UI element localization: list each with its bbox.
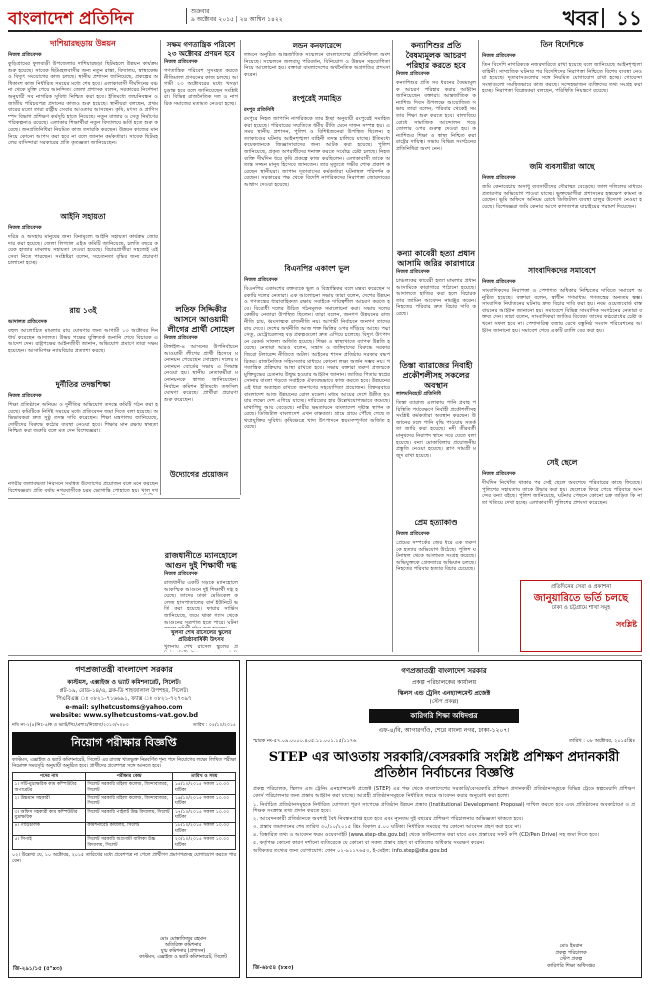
article-16 [396, 518, 476, 652]
ad-office: কাস্টমস, এক্সাইজ ও ভ্যাট কমিশনারেট, সিলেট। [67, 679, 181, 686]
table-cell: ১৬/১০/২০১৫ সকাল ১০.০০ ঘটিকা [173, 794, 236, 808]
column-rule [160, 40, 161, 495]
section-rule [8, 498, 240, 499]
ad-banner: নিয়োগ পরীক্ষার বিজ্ঞপ্তি [12, 732, 236, 755]
body-text: রংপুরে নিহত জাপানি নাগরিককে তার ইচ্ছা অনুযায়ী রংপুরেই সমাহিত করা হয়েছে। পরিবারের সম্মতিতে ধর্মীয় রীতি মেনে দাফন সম্পন্ন হয়। এ সময় স্থানীয় প্রশাসন, পুলিশ ও বিশিষ্টজনেরা উপস্থিত ছিলেন। হত্যাকাণ্ডের ঘটনায় আইনশৃঙ্খলা বাহিনী তদন্ত চালিয়ে যাচ্ছে। ইতিমধ্যে কয়েকজনকে জিজ্ঞাসাবাদের জন্য আটক করা হয়েছে। পুলিশ জানিয়েছে, প্রকৃত অপরাধীদের শনাক্ত করতে সর্বোচ্চ চেষ্টা চলছে। নিহত ব্যক্তি দীর্ঘদিন ধরে কৃষি প্রকল্পে কাজ করছিলেন। এলাকাবাসী তাকে অত্যন্ত সজ্জন মানুষ হিসেবে জানতেন। তার মৃত্যুতে গভীর শোক প্রকাশ করেছেন স্থানীয়রা। জাপান দূতাবাসের কর্মকর্তারা ঘটনাস্থল পরিদর্শন করেছেন। সরকারের পক্ষ থেকে বিদেশি নাগরিকদের নিরাপত্তা জোরদারের আশ্বাস দেওয়া হয়েছে। [244, 116, 390, 188]
promo-ad [520, 580, 642, 652]
table-cell: ২। উচ্চমান সহকারী [13, 794, 86, 808]
column-rule [478, 40, 479, 652]
date-text: ৯ অক্টোবর ২০১৫ | ২৪ আশ্বিন ১৪২২ [191, 16, 283, 23]
article-17 [482, 40, 642, 160]
newspaper-logo: বাংলাদেশ প্রতিদিন [8, 9, 134, 29]
ad-code: জি-২৯১/১৫ (৫"x৩) [13, 966, 63, 972]
headline: রায় ১৩ই [69, 306, 97, 315]
signer-name: মোঃ মোস্তাফিজুর রহমান [159, 937, 207, 942]
body-text: তিস্তা ব্যারাজ এলাকায় পানি প্রবাহ পরিস্থিতি পর্যবেক্ষণে নির্বাহী প্রকৌশলীসহ সংশ্লিষ্ট কর্মকর্তারা অবস্থান করছেন। উজানের ঢলে পানি বৃদ্ধি পাওয়ায় সতর্কতা জারি করা হয়েছে। নদী তীরবর্তী মানুষদের নিরাপদ স্থানে সরে যেতে বলা হয়েছে। বন্যা মোকাবিলায় প্রয়োজনীয় প্রস্তুতি নেওয়া হয়েছে। ত্রাণ সামগ্রী মজুদ রাখা হয়েছে। [396, 400, 476, 459]
table-row [13, 836, 236, 850]
ad-project-line: (স্টেপ প্রকল্প) [429, 699, 459, 705]
byline: নিজস্ব প্রতিবেদক [482, 53, 516, 59]
headline: কন্যাশিশুর প্রতি বৈষম্যমূলক আচরণ পরিহার করতে হবে [405, 40, 467, 70]
article-2 [8, 212, 158, 304]
headline: কন্যা কাবেরী হত্যা প্রধান আসামি জরির কারাগারে [396, 248, 476, 268]
article-7 [164, 304, 238, 434]
body-text: কন্যাশিশুর প্রতি সব ধরনের বৈষম্যমূলক আচরণ পরিহার করার আহ্বান জানিয়েছেন বক্তারা। আন্তর্জাতিক কন্যাশিশু দিবস উপলক্ষে আয়োজিত সভায় তারা বলেন, পরিবার থেকেই সমতার শিক্ষা শুরু করতে হবে। বাল্যবিয়ে রোধে সামাজিক আন্দোলন গড়ে তোলার ওপর গুরুত্ব দেওয়া হয়। কন্যাশিশুর শিক্ষা ও স্বাস্থ্য নিশ্চিত করা রাষ্ট্রের দায়িত্ব। সভায় বিভিন্ন সংগঠনের প্রতিনিধিরা অংশ নেন। [396, 80, 476, 152]
ad-point: ৩. প্রস্তাব জমাদানের শেষ তারিখ ৩০/১০/২০১৫ খ্রিঃ বিকাল ৫.০০ ঘটিকা। নির্ধারিত সময়ের পর কোনো আবেদন গ্রহণ করা হবে না। [253, 823, 521, 830]
ad-address: প্লট-১৯, রোড-১৪/এ, ব্লক-ডি শাহজালাল উপশহর, সিলেট। [59, 688, 189, 694]
ad-ref-date: তারিখ : ০৮ অক্টোবর, ২০১৫খ্রিঃ [569, 738, 635, 744]
article-15 [396, 360, 476, 515]
body-text: বহুল আলোচিত মামলার রায় ঘোষণার জন্য আগামী ১৩ অক্টোবর দিন ধার্য করেছেন আদালত। উভয় পক্ষের যুক্তিতর্ক শুনানি শেষে বিচারক এ আদেশ দেন। রাষ্ট্রপক্ষের আইনজীবী জানান, অভিযোগ প্রমাণে তারা সক্ষম হয়েছেন। আসামিপক্ষ ন্যায়বিচার প্রত্যাশা করছে। [8, 328, 158, 354]
ad-gov-line: গণপ্রজাতন্ত্রী বাংলাদেশ সরকার [75, 665, 173, 674]
exam-schedule-table [12, 772, 236, 850]
ad-point: ১. নির্বাচিত প্রতিষ্ঠানসমূহকে নির্ধারিত যোগ্যতা পূরণ সাপেক্ষে প্রতিষ্ঠান উন্নয়ন প্রস্তাব (Institutional Development Proposal) দাখিল করতে হবে এবং প্রতিষ্ঠানের অবকাঠামো ও প্রশিক্ষক সংক্রান্ত তথ্য প্রদান করতে হবে। [253, 801, 635, 815]
column-rule [392, 40, 393, 652]
article-20 [482, 458, 642, 576]
article-3 [8, 306, 158, 378]
signer-project: স্টেপ প্রকল্প [559, 956, 583, 962]
ad-phone: পিএবিএক্স ঃ ০৮২১-৭১৬৬৯১, ফ্যাক্স ঃ ০৮২১-৭২৭৩৯৭ [56, 696, 192, 702]
ad-ref-date: তারিখ : ০৫/১০/২০১৫ [192, 723, 236, 728]
byline: লালমনিরহাট প্রতিনিধি [396, 391, 441, 397]
ad-headline: STEP এর আওতায় সরকারি/বেসরকারি সংশ্লিষ্ট প্রশিক্ষণ প্রদানকারী প্রতিষ্ঠান নির্বাচনের বিজ্ঞপ্তি [268, 750, 620, 781]
table-header: পরীক্ষার কেন্দ্র [85, 773, 173, 781]
headline: লন্ডন কনফারেন্সে [292, 41, 342, 50]
table-cell: ১৫/১০/২০১৫ সকাল ১০.০০ ঘটিকা [173, 781, 236, 795]
day-name: শুক্রবার [191, 8, 210, 15]
article-8 [164, 550, 238, 628]
byline: রংপুর প্রতিনিধি [244, 107, 275, 113]
ad-email: e-mail: sylhetcustoms@yahoo.com [65, 704, 183, 711]
ad-point: ২. আবেদনকারী প্রতিষ্ঠানকে অবশ্যই বৈধ নিবন্ধনপ্রাপ্ত হতে হবে এবং ন্যূনতম দুই বছরের প্রশিক্ষণ পরিচালনার অভিজ্ঞতা থাকতে হবে। [253, 816, 524, 823]
table-cell: ৫। সিপাই [13, 836, 86, 850]
table-cell: সিলেট সরকারি মহিলা কলেজ, জিন্দাবাজার, সিলেট [85, 794, 173, 808]
table-cell: সিলেট সরকারি মহিলা কলেজ, জিন্দাবাজার, সিলেট [85, 781, 173, 795]
ad-project-line: প্রকল্প পরিচালকের কার্যালয় [411, 679, 477, 686]
customs-recruitment-ad [8, 660, 240, 978]
promo-brand: সংশ্লিষ্ট [615, 620, 637, 629]
byline: নিজস্ব প্রতিবেদক [396, 531, 430, 537]
headline: জমি ব্যবসায়ীরা আছে [529, 162, 595, 171]
ad-ref: স্মারক নং-৫৭.০৯.০০০০.৪০৫.১১.০০১.১৫/১১৭৬ [253, 738, 357, 744]
body-text: কুড়িগ্রামের ফুলবাড়ী উপজেলার দাশিয়ারছড়া ছিটমহলে উন্নয়ন কার্যক্রম শুরু হয়েছে। সাবেক ছিটমহলবাসীর জন্য নতুন রাস্তা, বিদ্যালয়, স্বাস্থ্যকেন্দ্র ও বিদ্যুৎ সংযোগের কাজ চলছে। স্থানীয় প্রশাসন জানিয়েছে, প্রকল্পের অধিকাংশ কাজ নির্ধারিত সময়ের মধ্যে শেষ হবে। এলাকাবাসী দীর্ঘদিনের বঞ্চনা থেকে মুক্তি পেয়ে আনন্দিত। জেলা প্রশাসক বলেন, সরকারের নির্দেশনা অনুযায়ী সব নাগরিক সুবিধা নিশ্চিত করা হবে। ইতিমধ্যে জন্মনিবন্ধন ও জাতীয় পরিচয়পত্র প্রদানের কাজও শুরু হয়েছে। স্থানীয়রা বলছেন, প্রথমবারের মতো তারা রাষ্ট্রীয় সেবার আওতায় আসছেন। কৃষি, মৎস্য ও প্রাণিসম্পদ বিভাগ প্রশিক্ষণ কর্মসূচি হাতে নিয়েছে। নতুন বাজার ও সেতু নির্মাণের পরিকল্পনাও রয়েছে। এলাকার শিক্ষার্থীরা নতুন বিদ্যালয়ে ভর্তি হতে শুরু করেছে। জনপ্রতিনিধিরা নিয়মিত কাজ তদারকি করছেন। উন্নয়ন কাজের মান নিয়ে কোনো আপস করা হবে না বলে জানান কর্মকর্তারা। সাবেক ছিটমহলের বাসিন্দারা সরকারের প্রতি কৃতজ্ঞতা জানিয়েছেন। [8, 61, 158, 147]
ad-gov-line: গণপ্রজাতন্ত্রী বাংলাদেশ সরকার [401, 667, 487, 675]
date-line [186, 8, 283, 24]
ad-department: কারিগরি শিক্ষা অধিদপ্তর [369, 709, 519, 723]
table-cell: ১৭/১০/২০১৫ সকাল ১০.০০ ঘটিকা [173, 808, 236, 822]
signer-title: অতিরিক্ত কমিশনার [164, 943, 202, 948]
byline: নিজস্ব প্রতিবেদক [482, 471, 516, 477]
section-title: খবর [562, 6, 598, 30]
ad-signature-block [133, 937, 233, 961]
byline: নিজস্ব প্রতিবেদক [8, 393, 42, 399]
table-cell: ১৮/১০/২০১৫ সকাল ১০.০০ ঘটিকা [173, 822, 236, 836]
table-cell: সিলেট সরকারি পাইলট উচ্চ বিদ্যালয়, সিলেট [85, 808, 173, 822]
headline: রংপুরেই সমাহিত [292, 94, 342, 103]
table-cell: কমিশনারেট কার্যালয়, সিলেট [85, 822, 173, 836]
ad-contact: অধিকতর তথ্যের জন্য যোগাযোগ: ফোন ০২-৯১১৭৬৫৩, ই-মেইল: info.step@dte.gov.bd [253, 848, 448, 855]
masthead-divider [602, 8, 604, 28]
body-text: নগরীর জলাবদ্ধতা নিরসনে সমন্বিত উদ্যোগের প্রয়োজন বলে মনে করছেন বিশেষজ্ঞরা। প্রতি বর্ষায় নগরবাসীকে চরম ভোগান্তি পোহাতে হয়। খাল দখ [8, 481, 158, 494]
body-text: খুলনায় শেখ রাসেল স্কুলের প্র [164, 644, 238, 650]
page-number: ১১ [616, 6, 642, 30]
ad-ref-row [12, 721, 236, 729]
byline: নিজস্ব প্রতিবেদক [244, 277, 278, 283]
headline: সক্ষম গণতান্ত্রিক পরিবেশ ২৩ অক্টোবর প্রণয়ন হবে [166, 40, 236, 58]
ad-signature-block [511, 943, 631, 969]
headline: আইনি সহায়তা [60, 212, 106, 221]
signer-office: কারিগরি শিক্ষা অধিদপ্তর [547, 962, 595, 969]
article-11 [244, 94, 390, 262]
ad-points [253, 802, 635, 847]
body-text: দীর্ঘদিন নিখোঁজ থাকার পর সেই ছেলে অবশেষে পরিবারের কাছে ফিরেছে। পুলিশের সহায়তায় তাকে উদ্ধার করা হয়। ছেলেকে ফিরে পেয়ে পরিবারে আনন্দের বন্যা বইছে। পুলিশ জানিয়েছে, ঘটনার পেছনে কোনো চক্র জড়িত কি না তা খতিয়ে দেখা হচ্ছে। এলাকাবাসী পুলিশের প্রশংসা করেছেন। [482, 480, 642, 506]
headline: দুর্নীতির তদন্তশিক্ষা [55, 380, 111, 389]
ad-code: জি-৬৮৫৪ (৮x৩) [253, 965, 294, 971]
promo-sub: ঢাকা ও চট্টগ্রামে শাখা সমূহ [551, 605, 611, 611]
byline: নিজস্ব প্রতিবেদক [396, 269, 430, 275]
body-text: গণতান্ত্রিক পরিবেশ সুসংহত করতে নীতিমালা প্রণয়নের কাজ চলছে। আগামী ২৩ অক্টোবরের মধ্যে খসড়া চূড়ান্ত হবে বলে জানিয়েছেন সংশ্লিষ্টরা। বিভিন্ন রাজনৈতিক দল ও নাগরিক সমাজের মতামত নেওয়া হচ্ছে। [164, 68, 238, 107]
table-cell: ৩। অফিস সহকারী কাম কম্পিউটার মুদ্রাক্ষরিক [13, 808, 86, 822]
body-text: তিন বিদেশি নাগরিককে নজরদারিতে রাখা হয়েছে বলে জানিয়েছে আইনশৃঙ্খলা বাহিনী। সাম্প্রতিক ঘটনার পর বিদেশিদের নিরাপত্তা নিশ্চিতে বিশেষ ব্যবস্থা নেওয়া হয়েছে। দূতাবাসগুলোর সঙ্গে নিয়মিত যোগাযোগ রাখা হচ্ছে। গোয়েন্দা সংস্থাগুলো সমন্বিতভাবে কাজ করছে। সন্দেহভাজন ব্যক্তিদের তথ্য সংগ্রহ করা হচ্ছে। নিরাপত্তা বিশ্লেষকরা বলছেন, পরিস্থিতি নিয়ন্ত্রণে রয়েছে। [482, 62, 642, 95]
ad-address: এফ-৪/বি, আগারগাঁও, শেরে বাংলা নগর, ঢাকা-১২০৭। [378, 727, 510, 734]
body-text: রাজধানীর একটি সড়কে ম্যানহোলে আকস্মিক আগুনে দুই শিক্ষার্থী দগ্ধ হয়েছে। তাদের ঢাকা মেডিকেল কলেজ হাসপাতালের বার্ন ইউনিটে ভর্তি করা হয়েছে। ফায়ার সার্ভিস জানিয়েছে, জমে থাকা গ্যাস থেকে আগুনের সূত্রপাত হতে পারে। ঘটনা [164, 580, 238, 626]
article-9 [164, 630, 238, 652]
headline: রাজধানীতে ম্যানহোলে আগুন দুই শিক্ষার্থী দগ্ধ [164, 550, 238, 570]
headline: তিস্তা ব্যারাজের নিবাহী প্রকৌশলীসহ সকলের অবস্থান [399, 360, 473, 390]
byline: আদালত প্রতিবেদক [8, 319, 47, 325]
table-cell: ৪। গাড়িচালক [13, 822, 86, 836]
signer-name: মোঃ ইমরান [559, 943, 583, 949]
byline: নিজস্ব প্রতিবেদক [8, 225, 42, 231]
article-12 [244, 264, 390, 652]
article-14 [396, 248, 476, 358]
masthead [8, 6, 642, 32]
ad-ref-row [253, 738, 635, 746]
table-row [13, 808, 236, 822]
article-18 [482, 162, 642, 262]
ad-point: ৪. বিস্তারিত তথ্য ও আবেদন ফরম ওয়েবসাইট (www.step-dte.gov.bd) থেকে ডাউনলোড করা যাবে এবং প্রস্তাবের সফট কপি (CD/Pen Drive) সহ জমা দিতে হবে। [253, 831, 599, 838]
body-text: বিএনপির একাংশের বক্তব্যকে ভুল ও বিভ্রান্তিকর বলে মন্তব্য করেছেন সরকারি দলের নেতারা। এক আলোচনা সভায় তারা বলেন, দেশের উন্নয়ন ও গণতন্ত্রের ধারাবাহিকতা রক্ষায় সবাইকে দায়িত্বশীল আচরণ করতে হবে। বিরোধী দলের উচিত গঠনমূলক সমালোচনা করা। সভায় দলের কেন্দ্রীয় নেতারা উপস্থিত ছিলেন। তারা বলেন, জনগণ উন্নয়নের রাজনীতি চায়, ধ্বংসাত্মক রাজনীতি নয়। আগামী নির্বাচনে জনগণ তাদের রায় দেবে। দেশের অর্থনীতি আজ শক্ত ভিত্তির ওপর দাঁড়িয়ে আছে। পদ্মা সেতু, মেট্রোরেলসহ বড় প্রকল্পগুলো দ্রুত এগিয়ে চলেছে। বিদ্যুৎ উৎপাদনে রেকর্ড সাফল্য অর্জিত হয়েছে। শিক্ষা ও স্বাস্থ্যখাতে ব্যাপক উন্নতি হয়েছে। নেতারা আরও বলেন, সন্ত্রাস ও জঙ্গিবাদের বিরুদ্ধে সরকার জিরো টলারেন্স নীতিতে অটল। আইনের শাসন প্রতিষ্ঠায় সরকার বদ্ধপরিকর। রাজনৈতিক সহিংসতার মাধ্যমে কোনো লক্ষ্য অর্জন সম্ভব নয়। গণতান্ত্রিক প্রক্রিয়ায় আস্থা রাখতে হবে। সভায় বক্তারা তরুণ প্রজন্মকে মুক্তিযুদ্ধের চেতনায় উদ্বুদ্ধ হওয়ার আহ্বান জানান। জাতির পিতার স্বপ্নের সোনার বাংলা গড়তে সবাইকে ঐক্যবদ্ধভাবে কাজ করতে হবে। উন্নয়নের এই ধারা অব্যাহত রাখতে জনগণের সহযোগিতা প্রয়োজন। বিশ্বদরবারে বাংলাদেশ আজ উন্নয়নের রোল মডেল। মধ্যম আয়ের দেশে উন্নীত হওয়ার লক্ষ্যে দেশ এগিয়ে যাচ্ছে। দারিদ্র্যের হার উল্লেখযোগ্যভাবে কমেছে। মাথাপিছু আয় বেড়েছে। নারীর ক্ষমতায়নে বাংলাদেশ দৃষ্টান্ত স্থাপন করেছে। ডিজিটাল বাংলাদেশ এখন বাস্তবতা। গ্রামে গ্রামে পৌঁছে গেছে তথ্যপ্রযুক্তির সুবিধা। কৃষিক্ষেত্রে খাদ্য উৎপাদনে স্বয়ংসম্পূর্ণতা অর্জিত হয়েছে। [244, 286, 390, 431]
headline: উদ্যোগের প্রয়োজন [169, 470, 229, 479]
body-text: জমি কেনাবেচায় অসাধু ব্যবসায়ীদের দৌরাত্ম্য বেড়েছে। জাল দলিলের মাধ্যমে প্রতারণার অভিযোগ পাওয়া যাচ্ছে। ভুক্তভোগীরা প্রশাসনের হস্তক্ষেপ কামনা করেছেন। ভূমি অফিসে অনিয়ম রোধে ডিজিটাল ব্যবস্থা চালুর উদ্যোগ নেওয়া হয়েছে। বিশেষজ্ঞরা জমি কেনার আগে কাগজপত্র যাচাইয়ের পরামর্শ দিয়েছেন। [482, 184, 642, 210]
step-institution-selection-ad [246, 660, 642, 978]
headline: সাংবাদিকদের সমাবেশে [528, 266, 596, 275]
headline: তিন বিদেশিকে [540, 40, 584, 49]
byline: নিজস্ব প্রতিবেদক [164, 59, 198, 65]
promo-top: প্রতিদিনের সেরা ও প্রকাশনা [550, 584, 612, 590]
table-row [13, 794, 236, 808]
byline: নিজস্ব প্রতিবেদক [482, 175, 516, 181]
body-text: প্রেমের সম্পর্কের জের ধরে এক তরুণকে হত্যার অভিযোগ উঠেছে। পুলিশ ঘটনাস্থল থেকে আলামত সংগ্রহ করেছে। অভিযুক্তকে গ্রেফতারে অভিযান চলছে। নিহতের পরিবার হত্যার বিচার চেয়েছে। [396, 540, 476, 573]
body-text: টাঙ্গাইল-৪ আসনের উপনির্বাচনে আওয়ামী লীগের প্রার্থী হিসেবে মনোনয়ন পেয়েছেন সোহেল। দলের মনোনয়ন বোর্ডের সভায় এ সিদ্ধান্ত নেওয়া হয়। স্থানীয় নেতাকর্মীরা মনোনয়নকে স্বাগত জানিয়েছেন। নির্বাচন কমিশন ইতিমধ্যে তফসিল ঘোষণা করেছে। প্রার্থীরা প্রচারণা শুরু করেছেন। [164, 344, 238, 403]
signer-title-2: যুগ্ম কমিশনার (প্রশাসন) [160, 949, 206, 954]
table-cell: ১। সাঁট-মুদ্রাক্ষরিক কাম কম্পিউটার অপারেটর [13, 781, 86, 795]
headline: খুলনা শেখ রাসেলের স্কুলের প্রতিষ্ঠাবার্ষিকী উৎসব [170, 630, 232, 643]
headline: সেই ছেলে [546, 458, 578, 467]
ad-intro: প্রকল্প পরিচালক, স্কিলস এন্ড ট্রেনিং এনহ্যান্সমেন্ট প্রজেক্ট (STEP) এর পক্ষ থেকে বাংলাদেশের সরকারি/বেসরকারি প্রশিক্ষণ প্রদানকারী প্রতিষ্ঠানসমূহকে বিভিন্ন ট্রেডে স্বল্পমেয়াদি প্রশিক্ষণ কোর্স পরিচালনার জন্য প্রস্তাব আহ্বান করা যাচ্ছে। আগ্রহী প্রতিষ্ঠানসমূহকে নির্ধারিত ফরমে আবেদন করার অনুরোধ করা হলো। [253, 786, 635, 799]
byline: নিজস্ব প্রতিবেদক [482, 279, 516, 285]
section-rule [8, 655, 642, 656]
ad-website: website: www.sylhetcustoms-vat.gov.bd [49, 711, 199, 719]
ad-footer-note: ০২। উল্লেখ্য যে, ১০ অক্টোবর, ২০১৫ তারিখের মধ্যে প্রবেশপত্র না পেলে প্রার্থীগণ প্রমাণপত্রসহ যোগাযোগ করতে পারবেন। [12, 853, 236, 865]
table-cell: সিলেট সরকারি অগ্রগামী বালিকা উচ্চ বিদ্যালয়, সিলেট [85, 836, 173, 850]
headline: দাশিয়ারছড়ায় উন্নয়ন [50, 38, 116, 48]
body-text: দরিদ্র ও অসহায় মানুষের জন্য বিনামূল্যে আইনি সহায়তা কার্যক্রম জোরদার করা হয়েছে। জেলা লিগ্যাল এইড কমিটি জানিয়েছে, চলতি বছরে কয়েক হাজার মামলায় সহায়তা দেওয়া হয়েছে। বিচারপ্রার্থীরা সহজেই এই সেবা নিতে পারছেন। সংশ্লিষ্টরা বলেন, সচেতনতা বৃদ্ধির জন্য প্রচারণা চালানো হচ্ছে। [8, 234, 158, 267]
ad-project-line: স্কিলস এন্ড ট্রেনিং এনহ্যান্সমেন্ট প্রজেক্ট [397, 690, 491, 697]
ad-ref: নথি নং-২(৪)নিঃ-৫/ক ও ভ্যাট/সিঃ/প্রশাঃ/নিয়োগ/২০১৩/৭০৮৩ [12, 723, 129, 728]
article-6 [164, 40, 238, 142]
headline: বিএনপির একাংশ ভুল [284, 264, 350, 273]
byline: নিজস্ব প্রতিবেদক [8, 52, 42, 58]
table-cell: ২০/১০/২০১৫ সকাল ১০.০০ ঘটিকা [173, 836, 236, 850]
article-4 [8, 380, 158, 468]
body-text: শিক্ষা প্রতিষ্ঠানে অনিয়ম ও দুর্নীতির অভিযোগ তদন্তে কমিটি গঠন করা হয়েছে। কমিটিকে নির্দিষ্ট সময়ের মধ্যে প্রতিবেদন জমা দিতে বলা হয়েছে। অভিভাবকরা দ্রুত সুষ্ঠু তদন্ত দাবি করেছেন। শিক্ষা মন্ত্রণালয় জানিয়েছে, দোষীদের বিরুদ্ধে কঠোর ব্যবস্থা নেওয়া হবে। শিক্ষার মান রক্ষায় স্বচ্ছতা নিশ্চিত করা জরুরি বলে মত দেন বিশেষজ্ঞরা। [8, 402, 158, 435]
article-1 [8, 38, 158, 210]
table-header: পদের নাম [13, 773, 86, 781]
body-text: চাঞ্চল্যকর কাবেরী হত্যা মামলার প্রধান আসামিকে কারাগারে পাঠানো হয়েছে। আদালতে হাজির করা হলে বিচারক তার জামিন আবেদন নামঞ্জুর করেন। নিহতের পরিবার দ্রুত বিচার দাবি করেছে। [396, 278, 476, 317]
byline: নিজস্ব প্রতিবেদক [164, 571, 198, 577]
column-rule [240, 40, 241, 495]
article-10 [244, 40, 390, 92]
signer-title: প্রকল্প পরিচালক [555, 949, 587, 956]
headline: লতিফ সিদ্দিকীর আসনে আওয়ামী লীগের প্রার্থী সোহেল [167, 304, 235, 334]
table-header: তারিখ ও সময় [173, 773, 236, 781]
headline: প্রেম হত্যাকাণ্ড [414, 518, 458, 527]
byline: নিজস্ব প্রতিবেদক [164, 335, 198, 341]
article-5 [8, 481, 158, 495]
byline: নিজস্ব প্রতিবেদক [396, 71, 430, 77]
article-13 [396, 40, 476, 245]
table-row [13, 822, 236, 836]
signer-office: কাস্টমস, এক্সাইজ ও ভ্যাট কমিশনারেট, সিলেট [139, 955, 227, 960]
body-text: সাংবাদিকদের নিরাপত্তা ও পেশাগত অধিকার নিশ্চিতের দাবিতে সমাবেশ অনুষ্ঠিত হয়েছে। বক্তারা বলেন, স্বাধীন গণমাধ্যম গণতন্ত্রের অন্যতম স্তম্ভ। সাংবাদিক নির্যাতনের ঘটনায় দ্রুত বিচার দাবি করা হয়। নবম ওয়েজবোর্ড বাস্তবায়নের আহ্বান জানানো হয়। সমাবেশে বিভিন্ন সাংবাদিক সংগঠনের নেতারা বক্তব্য দেন। তারা বলেন, সাংবাদিকরা জাতির বিবেক। তাদের কণ্ঠরোধের চেষ্টা কখনো সফল হবে না। পেশাদারিত্ব বজায় রেখে বস্তুনিষ্ঠ সংবাদ পরিবেশনের আহ্বান জানানো হয়। সমাবেশ শেষে একটি র‌্যালি বের করা হয়। [482, 288, 642, 334]
ad-point: ৫. কর্তৃপক্ষ কোনো কারণ দর্শানো ব্যতিরেকে যে কোনো বা সকল প্রস্তাব গ্রহণ বা বাতিলের অধিকার সংরক্ষণ করেন। [253, 839, 485, 846]
ad-intro: কাস্টমস, এক্সাইজ ও ভ্যাট কমিশনারেট, সিলেট এর রাজস্ব খাতভুক্ত নিম্নবর্ণিত শূন্য পদে নিয়োগের লক্ষ্যে লিখিত পরীক্ষা নিম্নোক্ত সময়সূচি অনুযায়ী অনুষ্ঠিত হবে। প্রার্থীদের প্রবেশপত্র সঙ্গে আনতে হবে। [12, 758, 236, 769]
table-row [13, 781, 236, 795]
promo-title: জানুয়ারিতে ভর্তি চলছে [533, 593, 629, 604]
body-text: লন্ডনে অনুষ্ঠিত আন্তর্জাতিক সম্মেলনে বাংলাদেশের প্রতিনিধিদল অংশ নিয়েছে। সম্মেলনে জলবায়ু পরিবর্তন, বিনিয়োগ ও উন্নয়ন সহযোগিতা নিয়ে আলোচনা হয়। বক্তারা বাংলাদেশের অর্থনৈতিক অগ্রগতির প্রশংসা করেন। [244, 52, 390, 78]
article-19 [482, 266, 642, 456]
